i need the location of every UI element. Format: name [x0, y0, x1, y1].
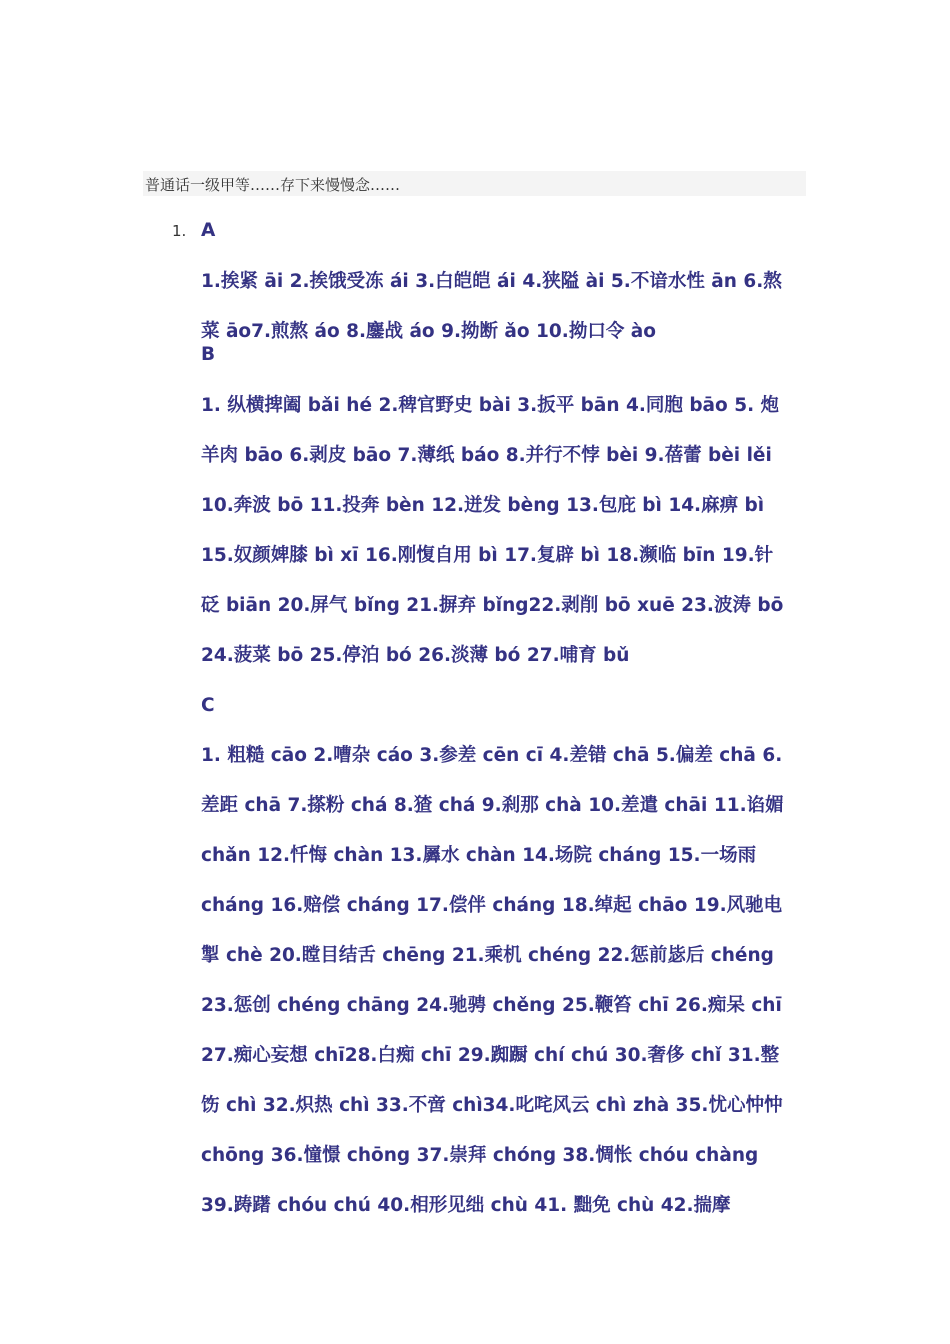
- section-heading-b: B: [201, 344, 216, 365]
- section-c-line: 27.痴心妄想 chī28.白痴 chī 29.踟蹰 chí chú 30.奢侈 chǐ 31.整: [201, 1045, 780, 1066]
- section-heading-a: A: [201, 220, 216, 241]
- section-c-line: 39.踌躇 chóu chú 40.相形见绌 chù 41. 黜免 chù 42.揣摩: [201, 1195, 731, 1216]
- section-b-line: 24.菠菜 bō 25.停泊 bó 26.淡薄 bó 27.哺育 bǔ: [201, 645, 630, 666]
- section-b-line: 1. 纵横捭阖 bǎi hé 2.稗官野史 bài 3.扳平 bān 4.同胞 bāo 5. 炮: [201, 395, 780, 416]
- section-heading-c: C: [201, 695, 215, 716]
- section-c-line: 掣 chè 20.瞠目结舌 chēng 21.乘机 chéng 22.惩前毖后 chéng: [201, 945, 774, 966]
- section-c-line: 23.惩创 chéng chāng 24.驰骋 chěng 25.鞭笞 chī 26.痴呆 chī: [201, 995, 782, 1016]
- section-b-line: 10.奔波 bō 11.投奔 bèn 12.迸发 bèng 13.包庇 bì 14.麻痹 bì: [201, 495, 765, 516]
- section-b-line: 砭 biān 20.屏气 bǐng 21.摒弃 bǐng22.剥削 bō xuē 23.波涛 bō: [201, 595, 784, 616]
- list-marker: 1.: [172, 222, 187, 240]
- document-title: 普通话一级甲等……存下来慢慢念……: [145, 176, 401, 194]
- header-bar: [143, 171, 806, 196]
- section-b-line: 15.奴颜婢膝 bì xī 16.刚愎自用 bì 17.复辟 bì 18.濒临 bīn 19.针: [201, 545, 774, 566]
- section-c-line: 1. 粗糙 cāo 2.嘈杂 cáo 3.参差 cēn cī 4.差错 chā 5.偏差 chā 6.: [201, 745, 783, 766]
- section-b-line: 羊肉 bāo 6.剥皮 bāo 7.薄纸 báo 8.并行不悖 bèi 9.蓓蕾 bèi lěi: [201, 445, 772, 466]
- vocabulary-content: [201, 219, 803, 1231]
- section-c-line: chōng 36.憧憬 chōng 37.崇拜 chóng 38.惆怅 chóu chàng: [201, 1145, 759, 1166]
- section-c-line: cháng 16.赔偿 cháng 17.偿伴 cháng 18.绰起 chāo 19.风驰电: [201, 895, 783, 916]
- section-c-line: 饬 chì 32.炽热 chì 33.不啻 chì34.叱咤风云 chì zhà 35.忧心忡忡: [201, 1095, 783, 1116]
- section-a-line: 1.挨紧 āi 2.挨饿受冻 ái 3.白皑皑 ái 4.狭隘 ài 5.不谙水性 ān 6.熬: [201, 271, 782, 292]
- section-a-line: 菜 āo7.煎熬 áo 8.鏖战 áo 9.拗断 ǎo 10.拗口令 ào: [201, 321, 656, 342]
- section-c-line: chǎn 12.忏悔 chàn 13.羼水 chàn 14.场院 cháng 15.一场雨: [201, 845, 757, 866]
- section-c-line: 差距 chā 7.搽粉 chá 8.猹 chá 9.刹那 chà 10.差遣 chāi 11.谄媚: [201, 795, 784, 816]
